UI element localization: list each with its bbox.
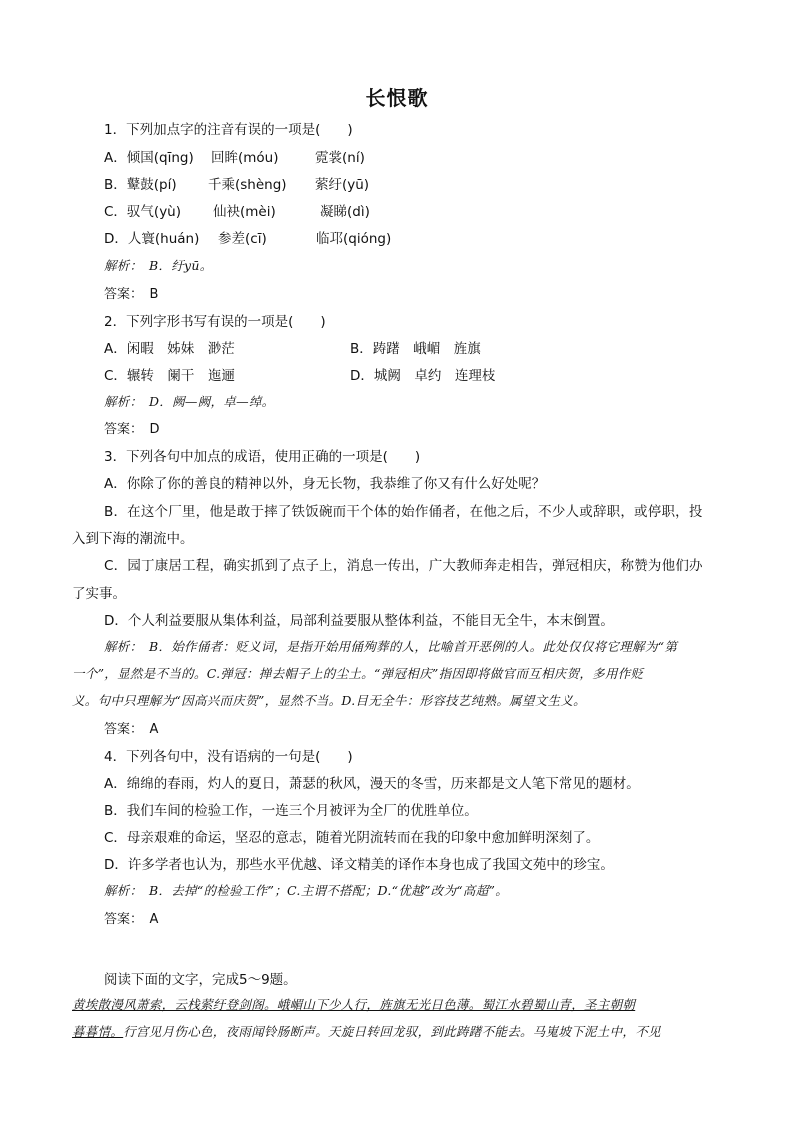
option-c-item-2: 仙袂(mèi) — [213, 204, 276, 220]
question-3-stem: 3．下列各句中加点的成语，使用正确的一项是( ) — [104, 449, 421, 465]
question-2-option-a: A．闲暇 姊妹 渺茫 — [104, 341, 235, 357]
question-1-option-a — [104, 146, 704, 166]
reading-passage-line-2 — [72, 1022, 661, 1040]
option-d-item-2: 参差(cī) — [218, 231, 267, 247]
question-2-stem: 2．下列字形书写有误的一项是( ) — [104, 314, 326, 330]
question-2-analysis: 解析： D．阙—阙，卓—绰。 — [104, 394, 275, 409]
question-1-option-c — [104, 200, 704, 220]
question-2-option-c: C．辗转 阑干 迤逦 — [104, 368, 235, 384]
question-3-option-b-line-1: B．在这个厂里，他是敢于摔了铁饭碗而干个体的始作俑者，在他之后，不少人或辞职，或停职，投 — [104, 504, 703, 520]
option-a-item-3: 霓裳(ní) — [315, 150, 365, 166]
question-4-analysis: 解析： B．去掉“的检验工作”；C.主谓不搭配；D.“优越”改为“高超”。 — [104, 883, 509, 898]
question-3-option-a: A．你除了你的善良的精神以外，身无长物，我恭维了你又有什么好处呢？ — [104, 476, 546, 492]
option-a-item-1: A．倾国(qīng) — [104, 150, 194, 166]
question-3-option-b-line-2: 入到下海的潮流中。 — [72, 531, 194, 547]
question-1-analysis: 解析： B．纡yū。 — [104, 258, 213, 273]
question-3-option-d: D．个人利益要服从集体利益，局部利益要服从整体利益，不能目无全牛，本末倒置。 — [104, 613, 614, 629]
question-3-analysis-line-1: 解析： B．始作俑者：贬义词，是指开始用俑殉葬的人，比喻首开恶例的人。此处仅仅将它理解为“第 — [104, 639, 678, 654]
question-3-option-c-line-2: 了实事。 — [72, 586, 126, 602]
question-2-option-b: B．踌躇 峨嵋 旌旗 — [350, 341, 481, 357]
option-b-item-1: B．鼙鼓(pí) — [104, 177, 177, 193]
question-1-option-b — [104, 173, 704, 193]
question-4-option-a: A．绵绵的春雨，灼人的夏日，萧瑟的秋风，漫天的冬雪，历来都是文人笔下常见的题材。 — [104, 776, 640, 792]
question-3-option-c-line-1: C．园丁康居工程，确实抓到了点子上，消息一传出，广大教师奔走相告，弹冠相庆，称赞为他们办 — [104, 558, 703, 574]
question-2-answer: 答案： D — [104, 422, 160, 437]
question-4-stem: 4．下列各句中，没有语病的一句是( ) — [104, 749, 353, 765]
question-3-analysis-line-2: 一个”，显然是不当的。C.弹冠：掸去帽子上的尘土。“弹冠相庆”指因即将做官而互相庆贺，多用作贬 — [72, 666, 644, 681]
option-a-item-2: 回眸(móu) — [211, 150, 279, 166]
question-1-answer: 答案： B — [104, 287, 159, 302]
question-4-option-b: B．我们车间的检验工作，一连三个月被评为全厂的优胜单位。 — [104, 803, 478, 819]
reading-instruction: 阅读下面的文字，完成5～9题。 — [104, 972, 297, 988]
option-d-item-1: D．人寰(huán) — [104, 231, 200, 247]
question-1-option-d — [104, 227, 704, 247]
question-4-answer: 答案： A — [104, 912, 159, 927]
option-c-item-3: 凝睇(dì) — [320, 204, 370, 220]
reading-passage-underlined: 暮暮情。 — [72, 1024, 124, 1039]
page-title: 长恨歌 — [365, 86, 429, 110]
question-4-option-c: C．母亲艰难的命运，坚忍的意志，随着光阴流转而在我的印象中愈加鲜明深刻了。 — [104, 830, 600, 846]
question-1-stem: 1．下列加点字的注音有误的一项是( ) — [104, 122, 353, 138]
reading-passage-continued: 行宫见月伤心色，夜雨闻铃肠断声。天旋日转回龙驭，到此踌躇不能去。马嵬坡下泥土中，不见 — [123, 1024, 661, 1039]
option-b-item-3: 萦纡(yū) — [315, 177, 370, 193]
option-c-item-1: C．驭气(yù) — [104, 204, 182, 220]
reading-passage-line-1: 黄埃散漫风萧索，云栈萦纡登剑阁。峨嵋山下少人行，旌旗无光日色薄。蜀江水碧蜀山青，圣主朝朝 — [72, 997, 636, 1012]
question-3-answer: 答案： A — [104, 722, 159, 737]
question-2-option-d: D．城阙 卓约 连理枝 — [350, 368, 496, 384]
question-4-option-d: D．许多学者也认为，那些水平优越、译文精美的译作本身也成了我国文苑中的珍宝。 — [104, 857, 614, 873]
question-3-analysis-line-3: 义。句中只理解为“因高兴而庆贺”，显然不当。D.目无全牛：形容技艺纯熟。属望文生义。 — [72, 693, 586, 708]
option-b-item-2: 千乘(shèng) — [208, 177, 287, 193]
option-d-item-3: 临邛(qióng) — [316, 231, 392, 247]
